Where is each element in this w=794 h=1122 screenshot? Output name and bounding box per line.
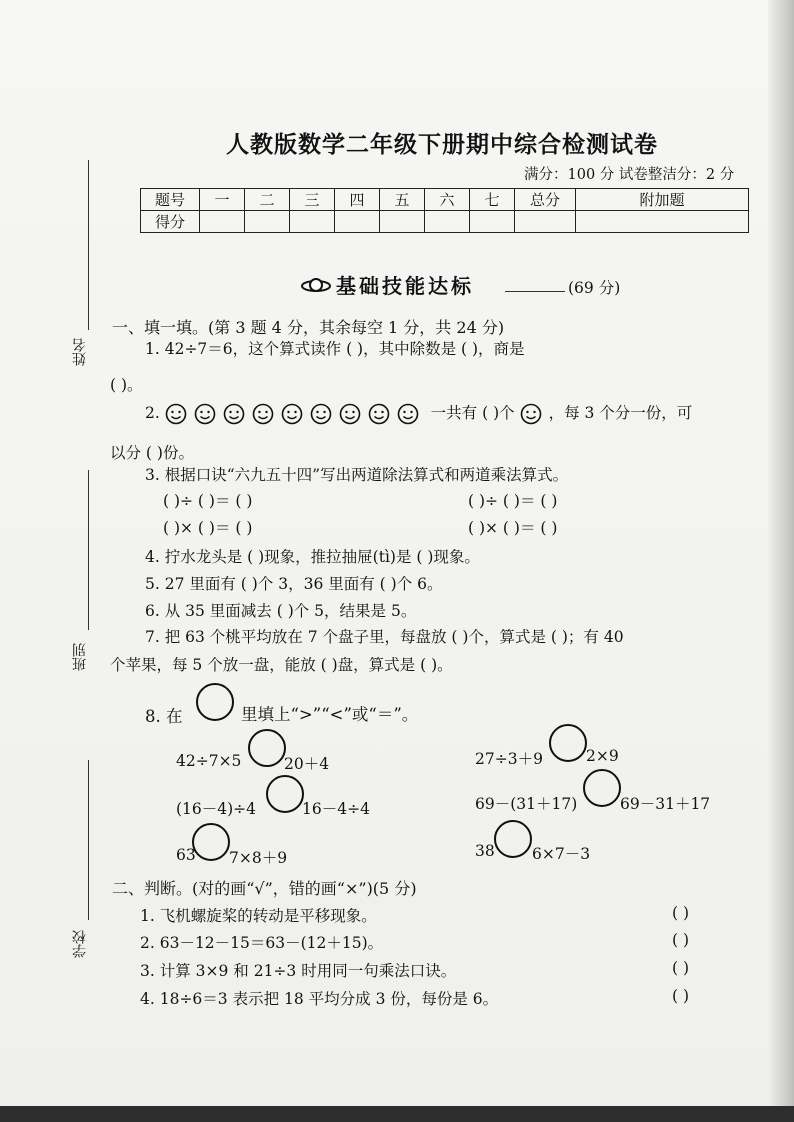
table-cell: 题号 [141, 189, 200, 211]
question-3-row-1-left: ( )÷ ( )＝ ( ) [163, 492, 253, 510]
score-input-cell[interactable] [515, 211, 576, 233]
smiley-faces [165, 404, 426, 422]
compare-2-right: 2×9 [586, 747, 619, 765]
compare-4-circle[interactable] [583, 769, 621, 807]
question-1-line-2: ( )。 [110, 376, 143, 394]
question-2 [145, 401, 692, 425]
score-table-score-row [141, 211, 749, 233]
compare-3-left: (16－4)÷4 [176, 800, 257, 818]
table-cell: 五 [380, 189, 425, 211]
binding-line-2 [88, 470, 89, 630]
smiley-face-icon [310, 403, 332, 425]
compare-4-right: 69－31＋17 [620, 795, 711, 813]
compare-5-circle[interactable] [192, 823, 230, 861]
question-4: 4. 拧水龙头是 ( )现象，推拉抽屉(tì)是 ( )现象。 [145, 548, 480, 566]
score-info: 满分：100 分 试卷整洁分：2 分 [524, 167, 735, 183]
score-input-cell[interactable] [200, 211, 245, 233]
table-cell: 附加题 [576, 189, 749, 211]
compare-6-left: 38 [475, 842, 495, 860]
compare-6-right: 6×7－3 [532, 845, 591, 863]
question-8-text: 里填上“>”“<”或“＝”。 [241, 705, 419, 724]
question-2-tail: ，每 3 个分一份，可 [548, 404, 693, 422]
table-cell: 六 [425, 189, 470, 211]
side-label-school: 学校 [72, 930, 88, 958]
part1-heading: 一、填一填。(第 3 题 4 分，其余每空 1 分，共 24 分) [112, 318, 505, 337]
smiley-face-icon [194, 403, 216, 425]
side-label-name: 姓名 [72, 338, 88, 366]
answer-circle-example [196, 683, 234, 721]
question-2-line-2: 以分 ( )份。 [110, 444, 194, 462]
smiley-face-icon [368, 403, 390, 425]
score-table [140, 188, 749, 233]
compare-1-left: 42÷7×5 [176, 752, 242, 770]
score-input-cell[interactable] [245, 211, 290, 233]
smiley-face-icon [397, 403, 419, 425]
judge-bracket-1[interactable]: ( ) [672, 904, 690, 922]
question-8-prefix: 8. 在 [145, 707, 183, 726]
table-cell: 二 [245, 189, 290, 211]
smiley-face-icon [281, 403, 303, 425]
smiley-face-icon [165, 403, 187, 425]
question-2-text: 一共有 ( )个 [430, 404, 515, 422]
compare-5-right: 7×8＋9 [229, 849, 288, 867]
judge-item-3: 3. 计算 3×9 和 21÷3 时用同一句乘法口诀。 [140, 962, 457, 980]
binding-line-1 [88, 160, 89, 330]
smiley-face-icon [252, 403, 274, 425]
smiley-face-icon [339, 403, 361, 425]
question-6: 6. 从 35 里面减去 ( )个 5，结果是 5。 [145, 602, 417, 620]
compare-6-circle[interactable] [494, 820, 532, 858]
question-3-row-2-left: ( )× ( )＝ ( ) [163, 519, 253, 537]
exam-title: 人教版数学二年级下册期中综合检测试卷 [226, 132, 658, 158]
score-input-cell[interactable] [470, 211, 515, 233]
table-cell: 四 [335, 189, 380, 211]
compare-1-circle[interactable] [248, 729, 286, 767]
side-label-class: 班别 [72, 643, 88, 671]
score-input-cell[interactable] [290, 211, 335, 233]
table-cell: 七 [470, 189, 515, 211]
judge-item-4: 4. 18÷6＝3 表示把 18 平均分成 3 份，每份是 6。 [140, 990, 499, 1008]
smiley-face-icon [223, 403, 245, 425]
judge-bracket-4[interactable]: ( ) [672, 987, 690, 1005]
judge-item-2: 2. 63－12－15＝63－(12＋15)。 [140, 934, 384, 952]
compare-2-left: 27÷3＋9 [475, 750, 543, 768]
question-2-number: 2. [145, 404, 160, 422]
score-input-cell[interactable] [380, 211, 425, 233]
table-cell: 一 [200, 189, 245, 211]
judge-bracket-3[interactable]: ( ) [672, 959, 690, 977]
question-3: 3. 根据口诀“六九五十四”写出两道除法算式和两道乘法算式。 [145, 466, 569, 484]
page-bottom-edge [0, 1106, 794, 1122]
judge-bracket-2[interactable]: ( ) [672, 931, 690, 949]
table-cell: 三 [290, 189, 335, 211]
compare-5-left: 63 [176, 846, 196, 864]
compare-1-right: 20＋4 [284, 755, 330, 773]
section-points: (69 分) [568, 279, 621, 297]
score-input-cell[interactable] [425, 211, 470, 233]
question-7-line-1: 7. 把 63 个桃平均放在 7 个盘子里，每盘放 ( )个，算式是 ( )；有 40 [145, 628, 624, 646]
table-cell: 总分 [515, 189, 576, 211]
question-3-row-1-right: ( )÷ ( )＝ ( ) [468, 492, 558, 510]
question-5: 5. 27 里面有 ( )个 3，36 里面有 ( )个 6。 [145, 575, 443, 593]
compare-3-right: 16－4÷4 [302, 800, 370, 818]
part2-heading: 二、判断。(对的画“√”，错的画“×”)(5 分) [112, 879, 417, 898]
section-title: 基础技能达标 [336, 274, 474, 298]
score-input-cell[interactable] [576, 211, 749, 233]
compare-3-circle[interactable] [266, 775, 304, 813]
judge-item-1: 1. 飞机螺旋桨的转动是平移现象。 [140, 907, 377, 925]
smiley-face-icon [520, 403, 542, 425]
planet-icon [300, 276, 332, 296]
score-table-header-row [141, 189, 749, 211]
binding-line-3 [88, 760, 89, 920]
page-edge-shadow [768, 0, 794, 1122]
compare-4-left: 69－(31＋17) [475, 795, 578, 813]
score-input-cell[interactable] [335, 211, 380, 233]
compare-2-circle[interactable] [549, 724, 587, 762]
section-underline [505, 291, 565, 292]
question-7-line-2: 个苹果，每 5 个放一盘，能放 ( )盘，算式是 ( )。 [110, 656, 453, 674]
question-1-line-1: 1. 42÷7＝6，这个算式读作 ( )，其中除数是 ( )，商是 [145, 340, 525, 358]
table-cell: 得分 [141, 211, 200, 233]
question-3-row-2-right: ( )× ( )＝ ( ) [468, 519, 558, 537]
